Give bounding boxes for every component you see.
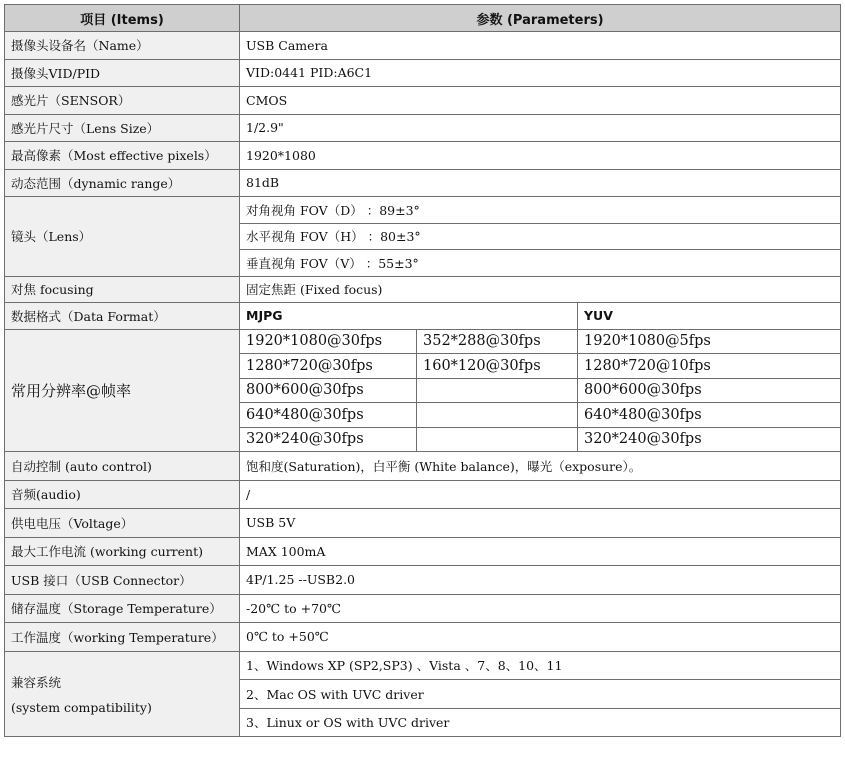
table-row [5, 142, 841, 170]
row-label-usb-connector: USB 接口（USB Connector） [5, 566, 240, 595]
row-label-focus: 对焦 focusing [5, 276, 240, 303]
table-row [5, 197, 841, 224]
spec-table [4, 4, 841, 737]
row-label-lens-size: 感光片尺寸（Lens Size） [5, 114, 240, 142]
row-label-name: 摄像头设备名（Name） [5, 32, 240, 60]
row-value-storage-temp: -20℃ to +70℃ [240, 594, 841, 623]
mjpg-resolution: 640*480@30fps [240, 403, 417, 428]
table-row [5, 114, 841, 142]
row-value-working-temp: 0℃ to +50℃ [240, 623, 841, 652]
lens-fov-v: 垂直视角 FOV（V） ：55±3° [240, 250, 841, 277]
row-label-vid-pid: 摄像头VID/PID [5, 59, 240, 87]
table-row [5, 87, 841, 115]
table-row [5, 623, 841, 652]
format-yuv: YUV [578, 303, 841, 330]
row-value-auto-control: 饱和度(Saturation)，白平衡 (White balance)，曝光（exposure）。 [240, 452, 841, 481]
compat-label-cn: 兼容系统 [11, 674, 62, 690]
lens-fov-d: 对角视角 FOV（D） ：89±3° [240, 197, 841, 224]
header-row [5, 5, 841, 32]
yuv-resolution: 320*240@30fps [578, 427, 841, 452]
row-value-voltage: USB 5V [240, 509, 841, 538]
mjpg-resolution [417, 403, 578, 428]
mjpg-resolution: 160*120@30fps [417, 354, 578, 379]
row-label-data-format: 数据格式（Data Format） [5, 303, 240, 330]
mjpg-resolution [417, 378, 578, 403]
mjpg-resolution [417, 427, 578, 452]
row-value-audio: / [240, 480, 841, 509]
row-label-audio: 音频(audio) [5, 480, 240, 509]
row-label-current: 最大工作电流 (working current) [5, 537, 240, 566]
table-row [5, 329, 841, 354]
row-label-compatibility [5, 651, 240, 737]
table-row [5, 651, 841, 680]
yuv-resolution: 1280*720@10fps [578, 354, 841, 379]
row-label-dynamic-range: 动态范围（dynamic range） [5, 169, 240, 197]
header-parameters: 参数 (Parameters) [240, 5, 841, 32]
table-row [5, 509, 841, 538]
row-value-lens-size: 1/2.9" [240, 114, 841, 142]
table-row [5, 169, 841, 197]
row-label-sensor: 感光片（SENSOR） [5, 87, 240, 115]
yuv-resolution: 1920*1080@5fps [578, 329, 841, 354]
mjpg-resolution: 320*240@30fps [240, 427, 417, 452]
table-row [5, 59, 841, 87]
row-label-voltage: 供电电压（Voltage） [5, 509, 240, 538]
table-row [5, 32, 841, 60]
row-value-usb-connector: 4P/1.25 --USB2.0 [240, 566, 841, 595]
compat-mac: 2、Mac OS with UVC driver [240, 680, 841, 709]
table-row [5, 594, 841, 623]
compat-windows: 1、Windows XP (SP2,SP3) 、Vista 、7、8、10、11 [240, 651, 841, 680]
row-label-pixels: 最高像素（Most effective pixels） [5, 142, 240, 170]
mjpg-resolution: 1920*1080@30fps [240, 329, 417, 354]
mjpg-resolution: 352*288@30fps [417, 329, 578, 354]
row-value-sensor: CMOS [240, 87, 841, 115]
table-row [5, 452, 841, 481]
table-row [5, 480, 841, 509]
compat-label-en: (system compatibility) [11, 699, 152, 715]
row-value-current: MAX 100mA [240, 537, 841, 566]
table-row [5, 566, 841, 595]
format-mjpg: MJPG [240, 303, 578, 330]
mjpg-resolution: 1280*720@30fps [240, 354, 417, 379]
yuv-resolution: 800*600@30fps [578, 378, 841, 403]
row-label-resolutions: 常用分辨率@帧率 [5, 329, 240, 452]
table-row [5, 276, 841, 303]
row-value-name: USB Camera [240, 32, 841, 60]
yuv-resolution: 640*480@30fps [578, 403, 841, 428]
row-value-dynamic-range: 81dB [240, 169, 841, 197]
compat-linux: 3、Linux or OS with UVC driver [240, 708, 841, 737]
lens-fov-h: 水平视角 FOV（H） ：80±3° [240, 223, 841, 250]
row-label-working-temp: 工作温度（working Temperature） [5, 623, 240, 652]
row-label-auto-control: 自动控制 (auto control) [5, 452, 240, 481]
row-label-storage-temp: 储存温度（Storage Temperature） [5, 594, 240, 623]
table-row [5, 537, 841, 566]
table-row [5, 303, 841, 330]
row-label-lens: 镜头（Lens） [5, 197, 240, 277]
row-value-pixels: 1920*1080 [240, 142, 841, 170]
row-value-vid-pid: VID:0441 PID:A6C1 [240, 59, 841, 87]
mjpg-resolution: 800*600@30fps [240, 378, 417, 403]
header-items: 项目 (Items) [5, 5, 240, 32]
row-value-focus: 固定焦距 (Fixed focus) [240, 276, 841, 303]
